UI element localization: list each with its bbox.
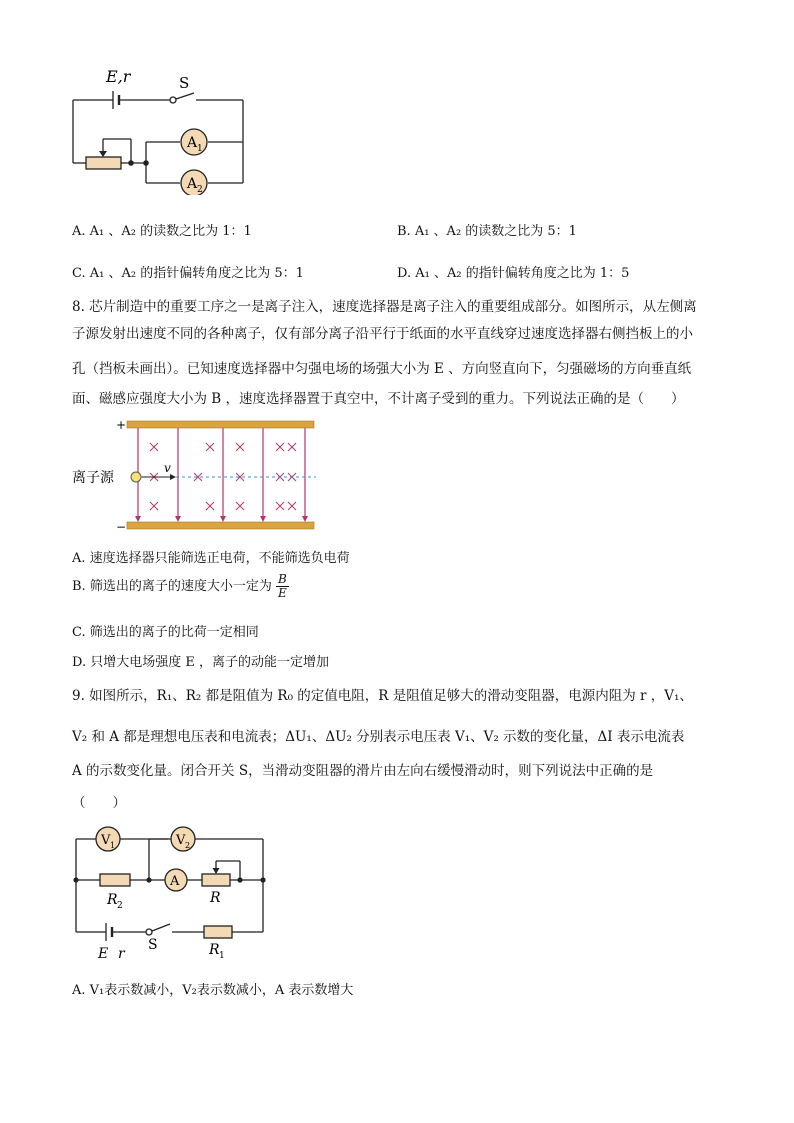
q9-line-4: （ ） [72, 795, 126, 811]
option-8b-text: B. 筛选出的离子的速度大小一定为 [72, 579, 272, 594]
q8-line-1: 8. 芯片制造中的重要工序之一是离子注入，速度选择器是离子注入的重要组成部分。如图所示，从左侧离 [72, 299, 697, 315]
a-label: A [170, 874, 180, 889]
v1-label: V [101, 833, 111, 848]
circuit-figure-1 [60, 60, 260, 195]
bottom-plate [127, 522, 314, 529]
top-plate [127, 421, 314, 428]
option-8b-fraction [276, 573, 289, 600]
ammeter-a2-sub: 2 [197, 185, 203, 195]
plus-sign: + [116, 418, 127, 432]
option-8c: C. 筛选出的离子的比荷一定相同 [72, 625, 259, 640]
circuit-figure-2 [60, 822, 280, 962]
e-label: E [98, 946, 109, 962]
option-7b: B. A₁ 、A₂ 的读数之比为 5：1 [397, 224, 577, 239]
r2-sub: 2 [117, 901, 123, 911]
option-8d: D. 只增大电场强度 E ，离子的动能一定增加 [72, 655, 329, 670]
option-7c: C. A₁ 、A₂ 的指针偏转角度之比为 5：1 [72, 266, 304, 281]
minus-sign: − [116, 520, 127, 534]
option-7a: A. A₁ 、A₂ 的读数之比为 1：1 [72, 224, 252, 239]
resistor-r1 [204, 926, 232, 938]
q9-line-2: V₂ 和 A 都是理想电压表和电流表；ΔU₁、ΔU₂ 分别表示电压表 V₁、V₂ 示数的变化量，ΔI 表示电流表 [72, 729, 685, 745]
option-9a: A. V₁表示数减小，V₂表示数减小，A 表示数增大 [72, 983, 354, 998]
option-8a: A. 速度选择器只能筛选正电荷，不能筛选负电荷 [72, 551, 350, 566]
v1-sub: 1 [110, 841, 116, 850]
v2-label: V [176, 833, 186, 848]
ammeter-a2-label: A [187, 176, 198, 192]
ammeter-a1-label: A [187, 135, 198, 151]
ion-source-dot [131, 472, 141, 482]
r-internal-label: r [118, 946, 125, 962]
ammeter-a1-sub: 1 [197, 144, 203, 154]
ion-source-label: 离子源 [72, 470, 114, 486]
q8-line-4: 面、磁感应强度大小为 B ，速度选择器置于真空中，不计离子受到的重力。下列说法正确的是（ ） [72, 391, 685, 407]
resistor-r2 [100, 874, 130, 886]
rheostat-r [202, 874, 230, 886]
fraction-numerator: B [277, 572, 287, 586]
r-label: R [210, 890, 221, 906]
option-8b [72, 573, 289, 600]
velocity-label: v [164, 461, 171, 475]
q9-line-1: 9. 如图所示，R₁、R₂ 都是阻值为 R₀ 的定值电阻，R 是阻值足够大的滑动变阻器，电源内阻为 r ，V₁、 [72, 688, 693, 704]
velocity-selector-figure [70, 414, 325, 536]
r1-label: R [209, 942, 220, 958]
option-7d: D. A₁ 、A₂ 的指针偏转角度之比为 1：5 [397, 266, 630, 281]
v2-sub: 2 [185, 841, 191, 850]
q8-line-3: 孔（挡板未画出）。已知速度选择器中匀强电场的场强大小为 E 、方向竖直向下，匀强磁场的方向垂直纸 [72, 361, 692, 377]
r1-sub: 1 [219, 951, 225, 961]
q8-line-2: 子源发射出速度不同的各种离子，仅有部分离子沿平行于纸面的水平直线穿过速度选择器右侧挡板上的小 [72, 326, 693, 342]
switch-label: S [179, 74, 190, 92]
q9-line-3: A 的示数变化量。闭合开关 S，当滑动变阻器的滑片由左向右缓慢滑动时，则下列说法中正确的是 [72, 763, 654, 779]
s-label: S [148, 937, 158, 953]
fraction-denominator: E [278, 586, 287, 600]
r2-label: R [107, 892, 118, 908]
er-label: E,r [106, 67, 131, 86]
